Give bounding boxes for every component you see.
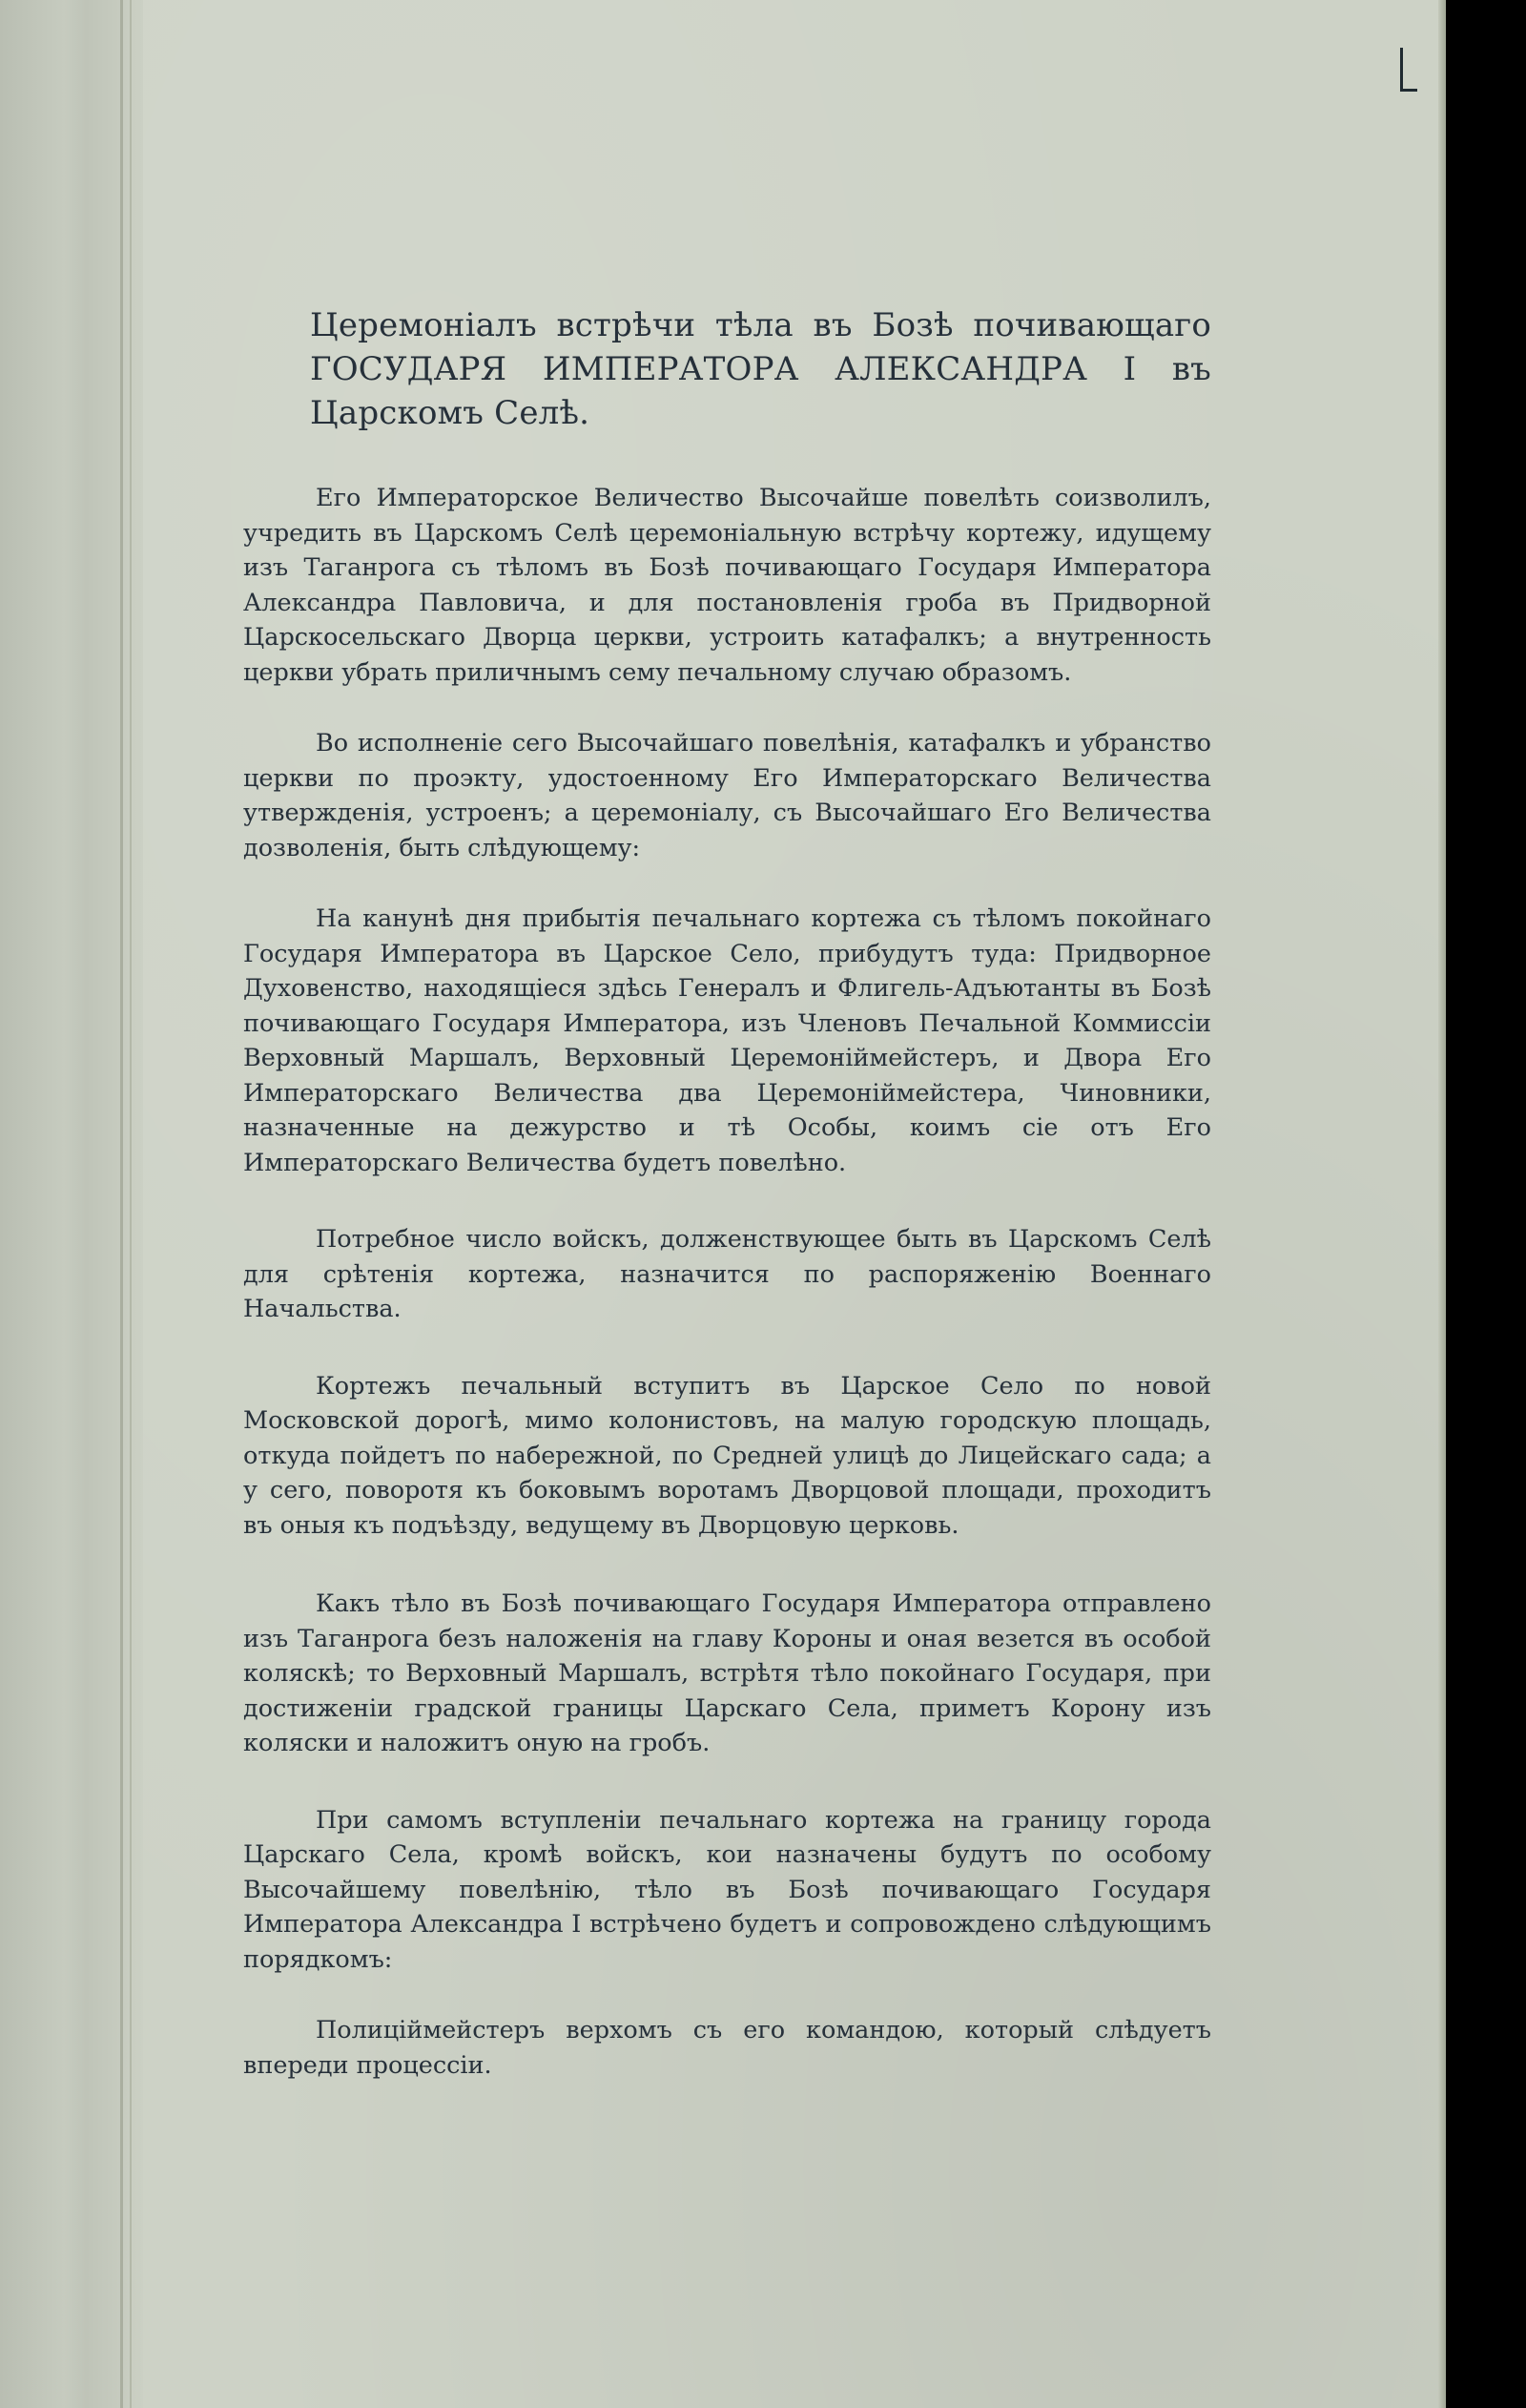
paragraph-8: Полиціймейстеръ верхомъ съ его командою, который слѣдуетъ впереди процессіи. [243,2016,1211,2080]
paragraph-2: Во исполненіе сего Высочайшаго повелѣнія, катафалкъ и убранство церкви по проэкту, удостоенному Его Императорскаго Величества утвержденія, устроенъ; а церемоніалу, съ Высочайшаго Его Величества дозволенія, быть слѣдующему: [243,729,1211,862]
paragraph-7: При самомъ вступленіи печальнаго кортежа на границу города Царскаго Села, кромѣ войскъ, кои назначены будутъ по особому Высочайшему повелѣнію, тѣло въ Бозѣ почивающаго Государя Императора Александра I встрѣчено будетъ и сопровождено слѣдующимъ порядкомъ: [243,1805,1211,1974]
paragraph-6: Какъ тѣло въ Бозѣ почивающаго Государя Императора отправлено изъ Таганрога безъ наложенія на главу Короны и оная везется въ особой коляскѣ; то Верховный Маршалъ, встрѣтя тѣло покойнаго Государя, при достиженіи градской границы Царскаго Села, приметъ Корону изъ коляски и наложитъ оную на гробъ. [243,1589,1211,1757]
page-right-edge [1438,0,1446,2408]
gutter-fold-line-secondary [130,0,132,2408]
page-corner-mark [1400,48,1403,92]
document-body [243,303,1211,2119]
paragraph-5: Кортежъ печальный вступитъ въ Царское Село по новой Московской дорогѣ, мимо колонистовъ, на малую городскую площадь, откуда пойдетъ по набережной, по Средней улицѣ до Лицейскаго сада; а у сего, поворотя къ боковымъ воротамъ Дворцовой площади, проходитъ въ оныя къ подъѣзду, ведущему въ Дворцовую церковь. [243,1371,1211,1540]
paragraph-3: На канунѣ дня прибытія печальнаго кортежа съ тѣломъ покойнаго Государя Императора въ Царское Село, прибудутъ туда: Придворное Духовенство, находящіеся здѣсь Генералъ и Флигель-Адъютанты въ Бозѣ почивающаго Государя Императора, изъ Членовъ Печальной Коммиссіи Верховный Маршалъ, Верховный Церемоніймейстеръ, и Двора Его Императорскаго Величества два Церемоніймейстера, Чиновники, назначенные на дежурство и тѣ Особы, коимъ сіе отъ Его Императорскаго Величества будетъ повелѣно. [243,904,1211,1177]
paragraph-1: Его Императорское Величество Высочайше повелѣть соизволилъ, учредить въ Царскомъ Селѣ церемоніальную встрѣчу кортежу, идущему изъ Таганрога съ тѣломъ въ Бозѣ почивающаго Государя Императора Александра Павловича, и для постановленія гроба въ Придворной Царскосельскаго Дворца церкви, устроить катафалкъ; а внутренность церкви убрать приличнымъ сему печальному случаю образомъ. [243,484,1211,687]
document-title: Церемоніалъ встрѣчи тѣла въ Бозѣ почивающаго ГОСУДАРЯ ИМПЕРАТОРА АЛЕКСАНДРА I въ Царскомъ Селѣ. [310,306,1211,432]
page-corner-mark-foot [1400,89,1417,92]
paragraph-4: Потребное число войскъ, долженствующее быть въ Царскомъ Селѣ для срѣтенія кортежа, назначится по распоряженію Военнаго Начальства. [243,1225,1211,1323]
gutter-fold-line [120,0,123,2408]
